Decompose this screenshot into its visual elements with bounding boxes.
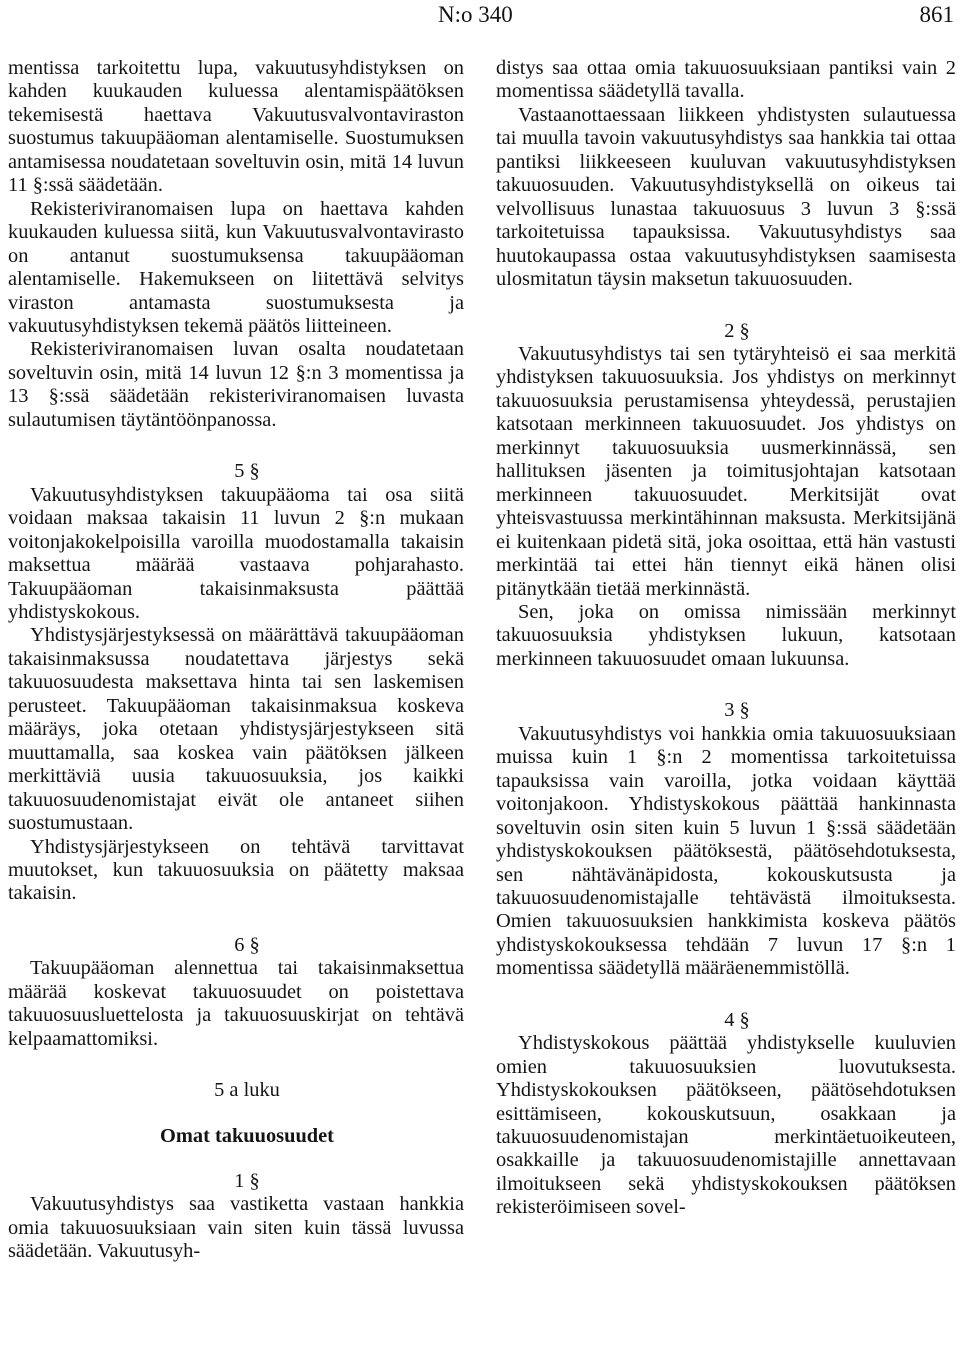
spacer (8, 906, 464, 934)
section-heading: 3 § (724, 699, 750, 722)
left-column (8, 57, 464, 1264)
paragraph: Vakuutusyhdistys voi hankkia omia takuuosuuksiaan muissa kuin 1 §:n 2 momentissa tarkoitetuissa tapauksissa vain varoilla, jotka voidaan käyttää voitonjakoon. Yhdistyskokous päättää hankinnasta soveltuvin osin siten kuin 5 luvun 1 §:ssä säädetään yhdistyskokouksen päätöksestä, päätösehdotuksesta, sen nähtävänäpidosta, kokouskutsusta ja takuuosuudenomistajalle tehtävästä ilmoituksesta. Omien takuuosuuksien hankkimista koskeva päätös yhdistyskokouksessa tehdään 7 luvun 17 §:n 1 momentissa säädetyllä määräenemmistöllä. (496, 722, 956, 980)
right-column (496, 57, 956, 1220)
section-heading: 5 § (234, 460, 260, 483)
spacer (8, 1051, 464, 1079)
paragraph: Rekisteriviranomaisen lupa on haettava kahden kuukauden kuluessa siitä, kun Vakuutusvalvontavirasto on antanut suostumuksensa takuupääoman alentamiselle. Hakemukseen on liitettävä selvitys viraston antamasta suostumuksesta ja vakuutusyhdistyksen tekemä päätös liitteineen. (8, 197, 464, 337)
section-heading: 6 § (234, 933, 260, 956)
section-heading: 4 § (724, 1008, 750, 1031)
spacer (8, 1103, 464, 1125)
paragraph: Vastaanottaessaan liikkeen yhdistysten sulautuessa tai muulla tavoin vakuutusyhdistys saa hankkia tai ottaa pantiksi liikkeeseen kuuluvan vakuutusyhdistyksen takuuosuuden. Vakuutusyhdistyksellä on oikeus tai velvollisuus lunastaa takuuosuus 3 luvun 3 §:ssä tarkoitetuissa tapauksissa. Vakuutusyhdistys saa huutokaupassa ostaa vakuutusyhdistyksen saamisesta ulosmitatun täysin maksetun takuuosuuden. (496, 103, 956, 291)
page-number: 861 (919, 2, 954, 27)
paragraph: Vakuutusyhdistys saa vastiketta vastaan hankkia omia takuuosuuksiaan vain siten kuin tässä luvussa säädetään. Vakuutusyh- (8, 1193, 464, 1263)
page-header (0, 0, 960, 32)
spacer (8, 432, 464, 460)
paragraph: Yhdistysjärjestyksessä on määrättävä takuupääoman takaisinmaksussa noudatettava järjestys sekä takuuosuudesta maksettava hinta tai sen laskemisen perusteet. Takuupääoman takaisinmaksua koskeva määräys, joka otetaan yhdistysjärjestykseen sitä muuttamalla, saa koskea vain päätöksen jälkeen merkittäviä uusia takuuosuuksia, jos kaikki takuuosuudenomistajat eivät ole antaneet siihen suostumustaan. (8, 624, 464, 835)
section-heading: 2 § (724, 319, 750, 342)
chapter-number: 5 a luku (214, 1079, 280, 1102)
chapter-title: Omat takuuosuudet (160, 1124, 334, 1147)
spacer (496, 981, 956, 1009)
spacer (8, 1148, 464, 1170)
section-heading: 1 § (234, 1170, 260, 1193)
paragraph: Vakuutusyhdistys tai sen tytäryhteisö ei saa merkitä yhdistyksen takuuosuuksia. Jos yhdistys on merkinnyt takuuosuuksia perustamisensa yhteydessä, perustajien katsotaan merkinneen takuuosuudet. Jos yhdistys on merkinnyt takuuosuuksia uusmerkinnässä, sen hallituksen jäsenten ja toimitusjohtajan katsotaan merkinneen takuuosuudet. Merkitsijät ovat yhteisvastuussa merkintähinnan maksusta. Merkitsijänä ei kuitenkaan pidetä sitä, joka osoittaa, että hän vastusti merkintää tai ettei hän tiennyt eikä hänen olisi pitänytkään tietää merkinnästä. (496, 342, 956, 600)
paragraph: distys saa ottaa omia takuuosuuksiaan pantiksi vain 2 momentissa säädetyllä tavalla. (496, 57, 956, 103)
paragraph: Yhdistysjärjestykseen on tehtävä tarvittavat muutokset, kun takuuosuuksia on päätetty maksaa takaisin. (8, 835, 464, 905)
paragraph: Rekisteriviranomaisen luvan osalta noudatetaan soveltuvin osin, mitä 14 luvun 12 §:n 3 momentissa ja 13 §:ssä säädetään rekisteriviranomaisen luvasta sulautumisen täytäntöönpanossa. (8, 338, 464, 431)
paragraph: Takuupääoman alennettua tai takaisinmaksettua määrää koskevat takuuosuudet on poistettava takuuosuusluettelosta ja takuuosuuskirjat on tehtävä kelpaamattomiksi. (8, 957, 464, 1050)
issue-number: N:o 340 (438, 2, 513, 27)
spacer (496, 292, 956, 320)
paragraph: mentissa tarkoitettu lupa, vakuutusyhdistyksen on kahden kuukauden kuluessa alentamispäätöksen tekemisestä haettava Vakuutusvalvontaviraston suostumus takuupääoman alentamiselle. Suostumuksen antamisessa noudatetaan soveltuvin osin, mitä 14 luvun 11 §:ssä säädetään. (8, 57, 464, 197)
spacer (496, 671, 956, 699)
paragraph: Yhdistyskokous päättää yhdistykselle kuuluvien omien takuuosuuksien luovutuksesta. Yhdistyskokouksen päätökseen, päätösehdotuksen esittämiseen, kokouskutsuun, osakkaan ja takuuosuudenomistajan merkintäetuoikeuteen, osakkaille ja takuuosuudenomistajille annettavaan ilmoitukseen sekä yhdistyskokouksen päätöksen rekisteröimiseen sovel- (496, 1032, 956, 1219)
paragraph: Vakuutusyhdistyksen takuupääoma tai osa siitä voidaan maksaa takaisin 11 luvun 2 §:n mukaan voitonjakokelpoisilla varoilla muodostamalla takaisin maksettua määrää vastaava pohjarahasto. Takuupääoman takaisinmaksusta päättää yhdistyskokous. (8, 483, 464, 623)
paragraph: Sen, joka on omissa nimissään merkinnyt takuuosuuksia yhdistyksen lukuun, katsotaan merkinneen takuuosuudet omaan lukuunsa. (496, 600, 956, 670)
